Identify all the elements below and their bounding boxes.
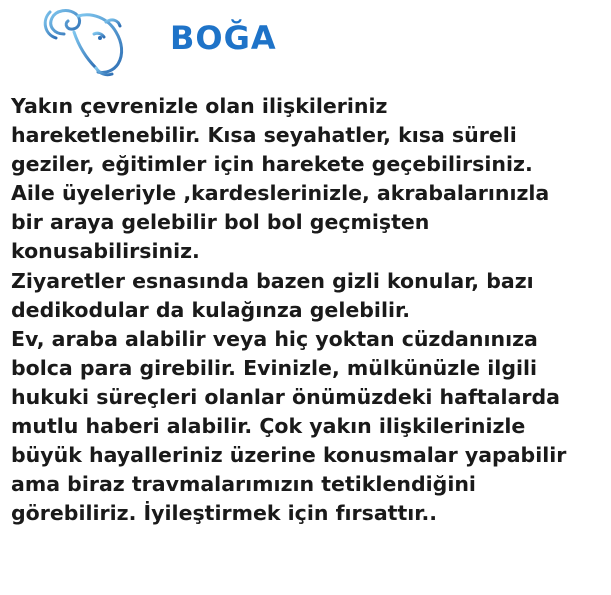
text-line: görebiliriz. İyileştirmek için fırsattır..: [11, 501, 438, 526]
text-line: geziler, eğitimler için harekete geçebilirsiniz.: [11, 152, 533, 177]
text-line: Aile üyeleriyle ,kardeslerinizle, akrabalarınızla: [11, 181, 550, 206]
text-line: bolca para girebilir. Evinizle, mülkünüzle ilgili: [11, 355, 538, 380]
text-line: ama biraz travmalarımızın tetiklendiğini: [11, 472, 476, 497]
text-line: Ziyaretler esnasında bazen gizli konular, bazı: [11, 268, 534, 293]
text-line: dedikodular da kulağınza gelebilir.: [11, 297, 410, 322]
text-line: bir araya gelebilir bol bol geçmişten: [11, 210, 430, 235]
text-line: büyük hayalleriniz üzerine konusmalar yapabilir: [11, 443, 567, 468]
header: [0, 0, 611, 90]
text-line: hukuki süreçleri olanlar önümüzdeki haftalarda: [11, 384, 561, 409]
text-line: mutlu haberi alabilir. Çok yakın ilişkilerinizle: [11, 414, 526, 439]
text-line: hareketlenebilir. Kısa seyahatler, kısa süreli: [11, 123, 517, 148]
horoscope-text: [11, 92, 605, 528]
text-line: Ev, araba alabilir veya hiç yoktan cüzdanınıza: [11, 326, 538, 351]
text-line: Yakın çevrenizle olan ilişkileriniz: [11, 94, 388, 118]
ram-head-icon: [34, 4, 130, 82]
sign-title: BOĞA: [170, 19, 277, 57]
text-line: konusabilirsiniz.: [11, 239, 200, 264]
